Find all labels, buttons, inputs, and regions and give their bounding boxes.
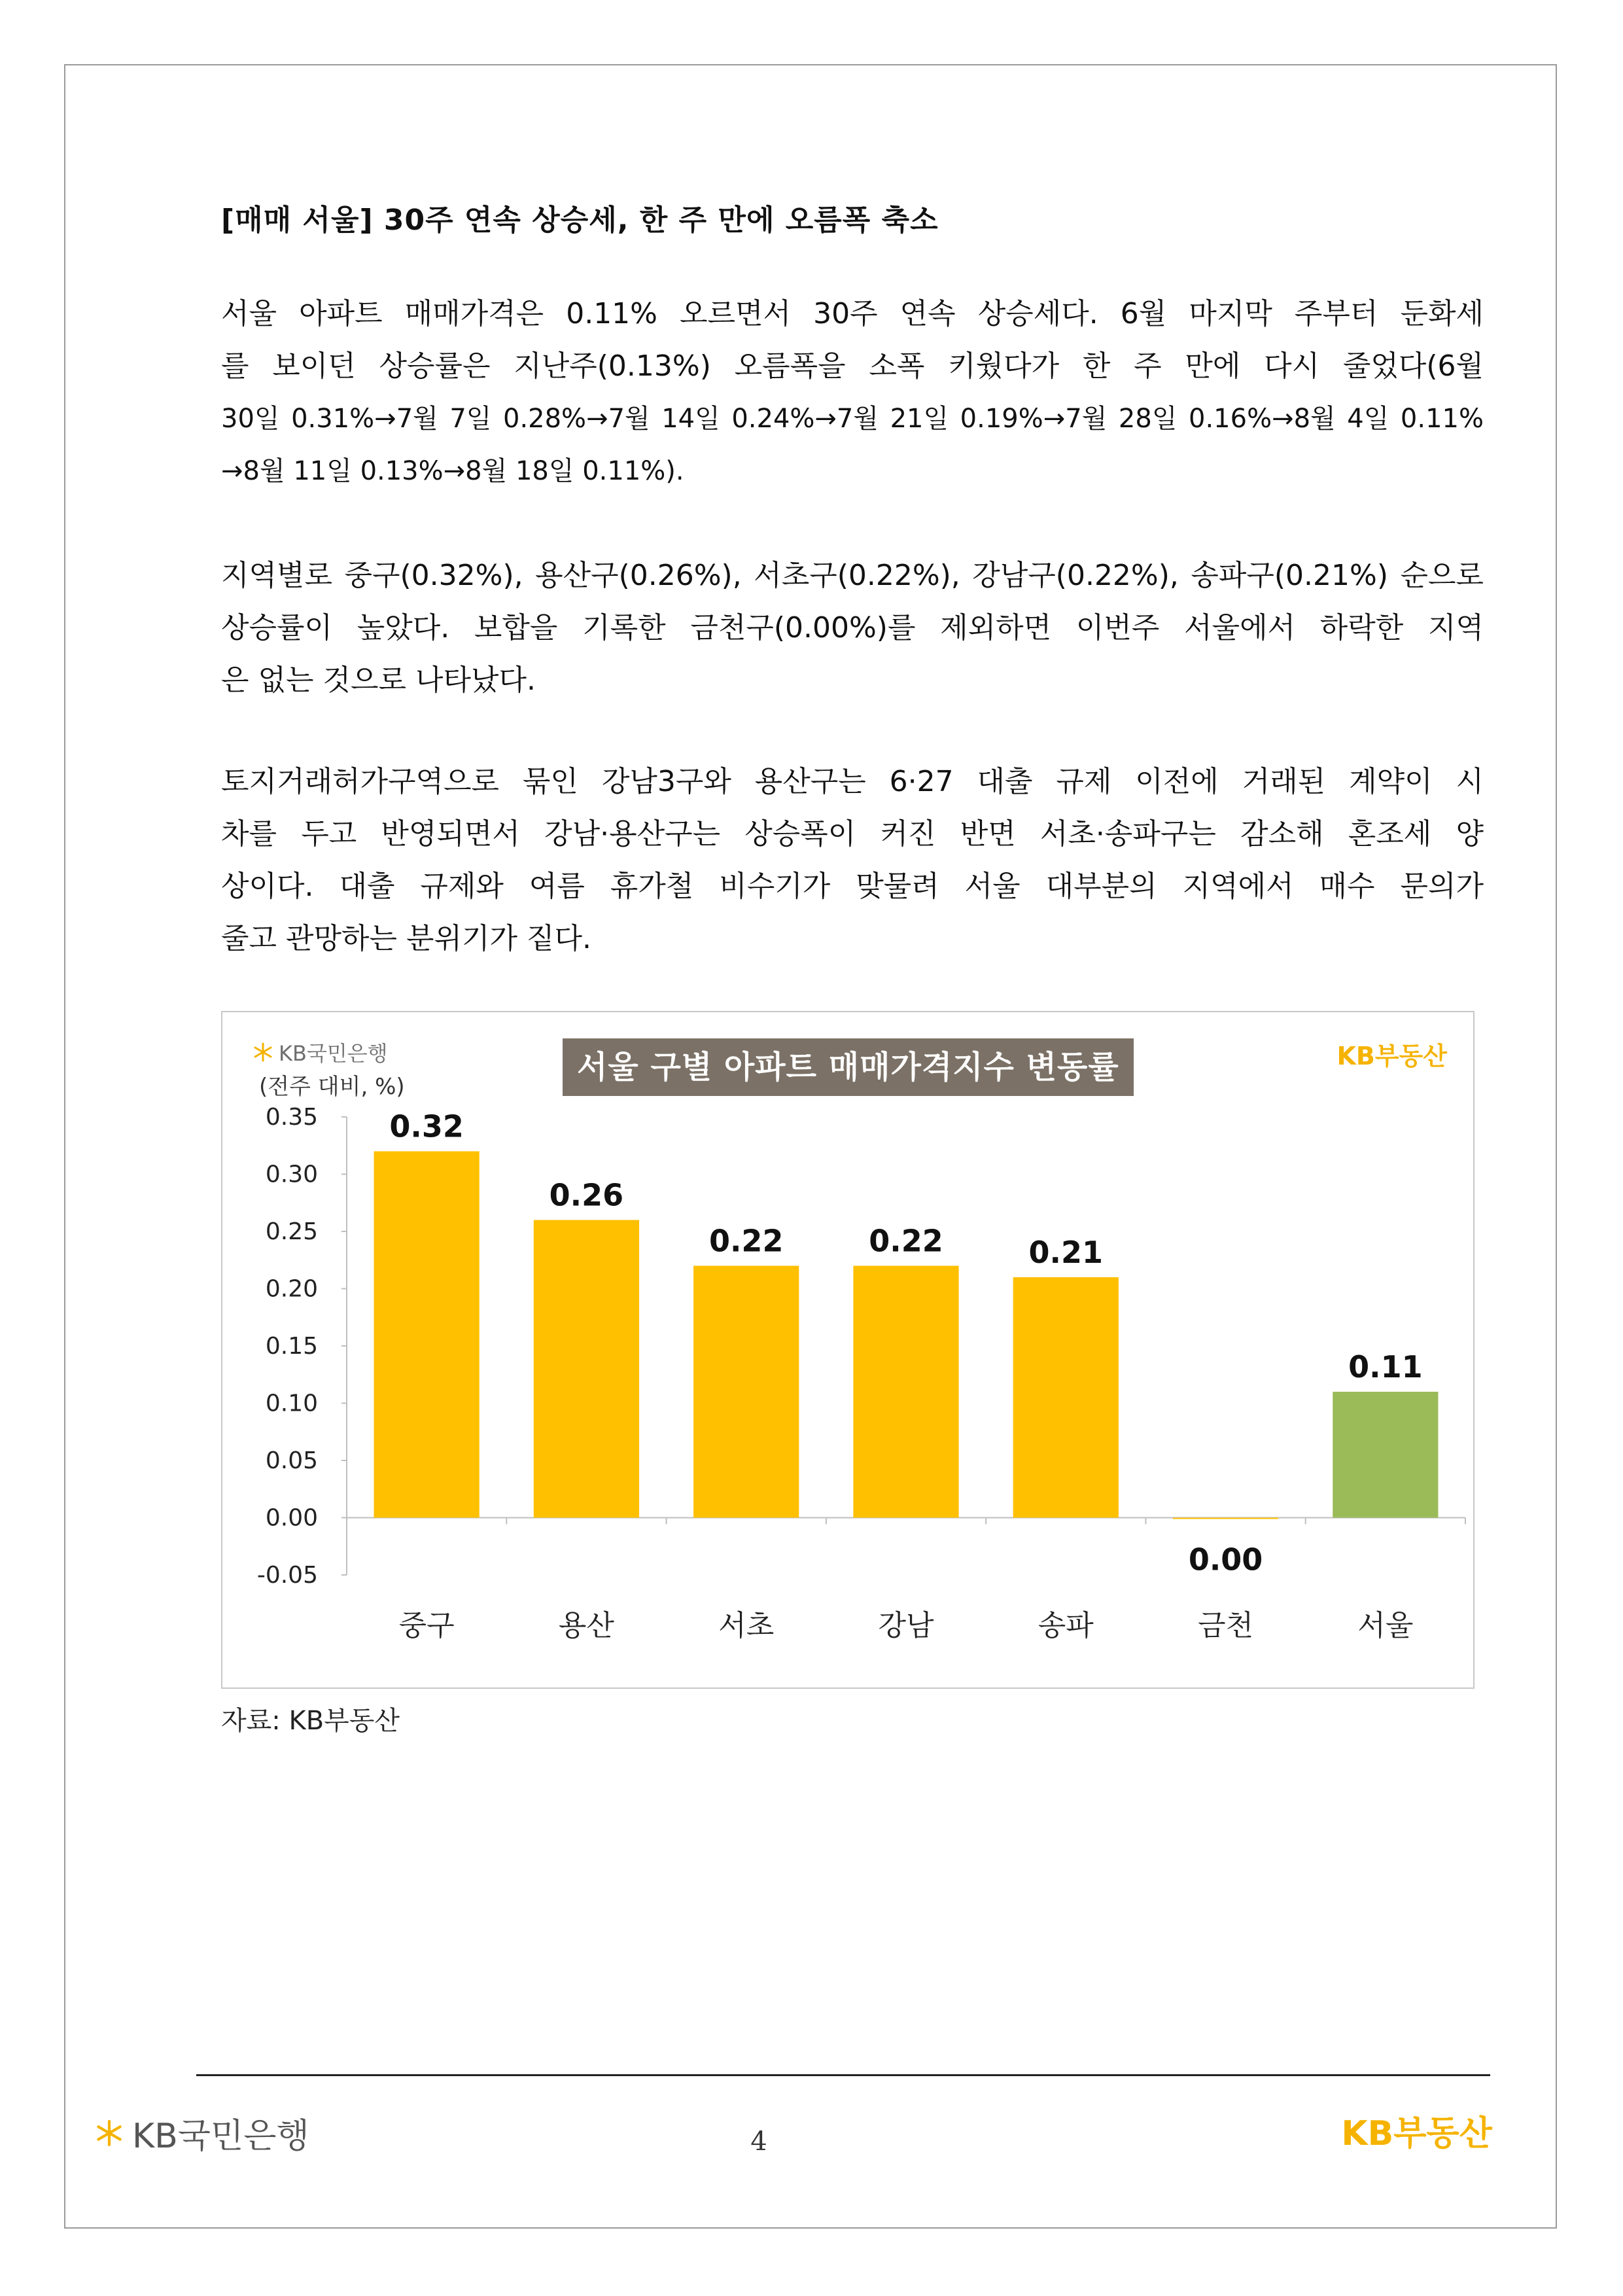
paragraph-2	[221, 550, 1484, 707]
x-category-label: 서초	[718, 1609, 775, 1642]
data-label: 0.21	[1028, 1235, 1104, 1270]
kb-realestate-logo: KB부동산	[1336, 1042, 1447, 1070]
bar	[374, 1152, 480, 1518]
paragraph-3-line: 토지거래허가구역으로 묶인 강남3구와 용산구는 6·27 대출 규제 이전에 거래된 계약이 시	[221, 765, 1484, 798]
y-tick-label: 0.05	[265, 1447, 318, 1474]
y-tick-label: -0.05	[256, 1562, 318, 1589]
x-category-label: 금천	[1198, 1609, 1254, 1642]
footer-divider	[196, 2074, 1490, 2076]
x-category-label: 송파	[1038, 1609, 1094, 1642]
bar	[693, 1266, 799, 1518]
bar	[1173, 1518, 1278, 1519]
y-tick-label: 0.20	[265, 1275, 318, 1303]
x-category-label: 중구	[398, 1609, 455, 1642]
x-category-label: 용산	[558, 1609, 614, 1642]
footer-kb-bank-logo	[93, 2108, 309, 2157]
y-tick-label: 0.25	[265, 1218, 318, 1245]
section-heading: [매매 서울] 30주 연속 상승세, 한 주 만에 오름폭 축소	[221, 203, 939, 237]
data-label: 0.32	[389, 1108, 464, 1144]
bar	[1333, 1392, 1438, 1518]
y-axis-unit-label: (전주 대비, %)	[259, 1074, 405, 1100]
paragraph-3-line: 줄고 관망하는 분위기가 짙다.	[221, 922, 591, 955]
bar	[853, 1266, 958, 1518]
bar-chart	[222, 1012, 1476, 1690]
y-tick-label: 0.35	[265, 1104, 318, 1131]
x-category-label: 강남	[878, 1609, 934, 1642]
paragraph-2-line: 은 없는 것으로 나타났다.	[221, 663, 536, 697]
y-tick-label: 0.15	[265, 1333, 318, 1360]
x-category-label: 서울	[1357, 1609, 1414, 1642]
footer-bank-logo-text: KB국민은행	[132, 2117, 309, 2156]
data-label: 0.22	[869, 1223, 943, 1259]
kb-star-icon	[93, 2119, 126, 2147]
data-label: 0.11	[1348, 1349, 1423, 1385]
y-tick-label: 0.30	[265, 1161, 318, 1188]
page-number: 4	[750, 2127, 767, 2157]
y-tick-label: 0.10	[265, 1390, 318, 1417]
data-label: 0.22	[708, 1223, 784, 1259]
data-label: 0.00	[1188, 1542, 1263, 1578]
kb-bank-logo-text: KB국민은행	[279, 1041, 388, 1066]
source-note: 자료: KB부동산	[221, 1706, 400, 1736]
paragraph-3-line: 차를 두고 반영되면서 강남·용산구는 상승폭이 커진 반면 서초·송파구는 감소해 혼조세 양	[221, 817, 1484, 851]
footer-kb-realestate-logo: KB부동산	[1341, 2114, 1492, 2153]
bar	[1013, 1277, 1119, 1518]
chart-container	[221, 1011, 1475, 1689]
paragraph-2-line: 상승률이 높았다. 보합을 기록한 금천구(0.00%)를 제외하면 이번주 서울에서 하락한 지역	[221, 611, 1484, 645]
paragraph-3-line: 상이다. 대출 규제와 여름 휴가철 비수기가 맞물려 서울 대부분의 지역에서 매수 문의가	[221, 870, 1484, 903]
y-tick-label: 0.00	[265, 1504, 318, 1532]
paragraph-3	[221, 756, 1484, 965]
chart-title: 서울 구별 아파트 매매가격지수 변동률	[563, 1038, 1134, 1096]
paragraph-1-line: 30일 0.31%→7월 7일 0.28%→7월 14일 0.24%→7월 21일 0.19%→7월 28일 0.16%→8월 4일 0.11%	[221, 404, 1484, 434]
paragraph-2-line: 지역별로 중구(0.32%), 용산구(0.26%), 서초구(0.22%), 강남구(0.22%), 송파구(0.21%) 순으로	[221, 559, 1484, 592]
paragraph-1-line: 를 보이던 상승률은 지난주(0.13%) 오름폭을 소폭 키웠다가 한 주 만에 다시 줄었다(6월	[221, 349, 1484, 383]
bar	[534, 1220, 639, 1518]
paragraph-1	[221, 288, 1484, 497]
data-label: 0.26	[549, 1177, 624, 1213]
paragraph-1-line: →8월 11일 0.13%→8월 18일 0.11%).	[221, 456, 684, 486]
paragraph-1-line: 서울 아파트 매매가격은 0.11% 오르면서 30주 연속 상승세다. 6월 마지막 주부터 둔화세	[221, 297, 1484, 330]
